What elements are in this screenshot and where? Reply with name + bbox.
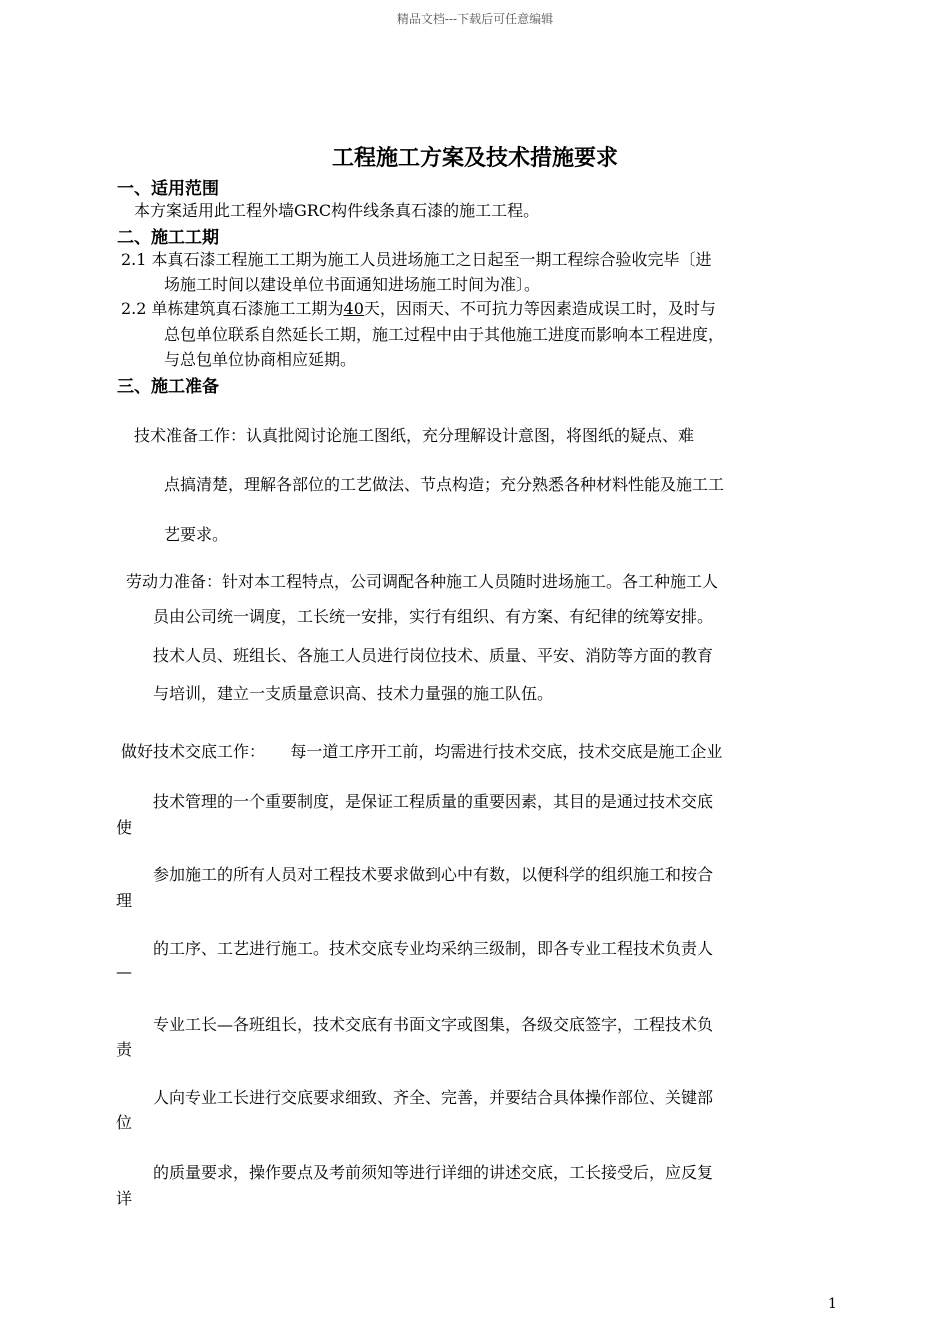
tech-prep-line-2: 点搞清楚，理解各部位的工艺做法、节点构造；充分熟悉各种材料性能及施工工 bbox=[164, 475, 725, 494]
page-number: 1 bbox=[828, 1296, 837, 1312]
document-title: 工程施工方案及技术措施要求 bbox=[331, 146, 618, 171]
header-watermark: 精品文档---下载后可任意编辑 bbox=[396, 12, 554, 26]
labor-prep-line-4: 与培训，建立一支质量意识高、技术力量强的施工队伍。 bbox=[153, 684, 554, 703]
briefing-line-4-wrap: — bbox=[116, 962, 132, 981]
para-2-1-line-2: 场施工时间以建设单位书面通知进场施工时间为准〕。 bbox=[164, 275, 541, 294]
briefing-line-6-wrap: 位 bbox=[116, 1113, 133, 1132]
briefing-line-5: 专业工长—各班组长，技术交底有书面文字或图集，各级交底签字，工程技术负 bbox=[153, 1015, 714, 1034]
para-2-2-line-2: 总包单位联系自然延长工期，施工过程中由于其他施工进度而影响本工程进度， bbox=[164, 325, 725, 344]
briefing-line-7-wrap: 详 bbox=[116, 1189, 133, 1208]
section-1-heading: 一、适用范围 bbox=[117, 179, 219, 199]
tech-prep-line-3: 艺要求。 bbox=[164, 525, 229, 544]
section-2-heading: 二、施工工期 bbox=[117, 228, 219, 248]
para-2-2-prefix: 2.2 单栋建筑真石漆施工工期为 bbox=[121, 299, 344, 318]
labor-prep-line-2: 员由公司统一调度，工长统一安排，实行有组织、有方案、有纪律的统筹安排。 bbox=[153, 607, 714, 626]
section-3-heading: 三、施工准备 bbox=[117, 377, 219, 397]
briefing-line-7: 的质量要求，操作要点及考前须知等进行详细的讲述交底，工长接受后，应反复 bbox=[153, 1163, 714, 1182]
tech-prep-line-1: 技术准备工作：认真批阅讨论施工图纸，充分理解设计意图，将图纸的疑点、难 bbox=[134, 426, 695, 445]
labor-prep-line-1: 劳动力准备：针对本工程特点，公司调配各种施工人员随时进场施工。各工种施工人 bbox=[126, 572, 719, 591]
briefing-line-3: 参加施工的所有人员对工程技术要求做到心中有数，以便科学的组织施工和按合 bbox=[153, 865, 714, 884]
briefing-line-4: 的工序、工艺进行施工。技术交底专业均采纳三级制，即各专业工程技术负责人 bbox=[153, 939, 714, 958]
para-2-1-line-1: 2.1 本真石漆工程施工工期为施工人员进场施工之日起至一期工程综合验收完毕〔进 bbox=[121, 250, 712, 269]
briefing-line-6: 人向专业工长进行交底要求细致、齐全、完善，并要结合具体操作部位、关键部 bbox=[153, 1088, 714, 1107]
labor-prep-line-3: 技术人员、班组长、各施工人员进行岗位技术、质量、平安、消防等方面的教育 bbox=[153, 646, 714, 665]
briefing-line-1: 做好技术交底工作： 每一道工序开工前，均需进行技术交底，技术交底是施工企业 bbox=[121, 742, 723, 761]
briefing-line-3-wrap: 理 bbox=[116, 891, 133, 910]
briefing-line-5-wrap: 责 bbox=[116, 1040, 133, 1059]
para-2-2-suffix: 天，因雨天、不可抗力等因素造成误工时，及时与 bbox=[363, 299, 716, 318]
briefing-line-2: 技术管理的一个重要制度，是保证工程质量的重要因素，其目的是通过技术交底 bbox=[153, 792, 714, 811]
section-1-text: 本方案适用此工程外墙GRC构件线条真石漆的施工工程。 bbox=[134, 201, 540, 220]
para-2-2-line-3: 与总包单位协商相应延期。 bbox=[164, 350, 357, 369]
duration-days: 40 bbox=[343, 299, 364, 318]
para-2-2-line-1 bbox=[121, 296, 716, 319]
briefing-line-2-wrap: 使 bbox=[116, 818, 133, 837]
